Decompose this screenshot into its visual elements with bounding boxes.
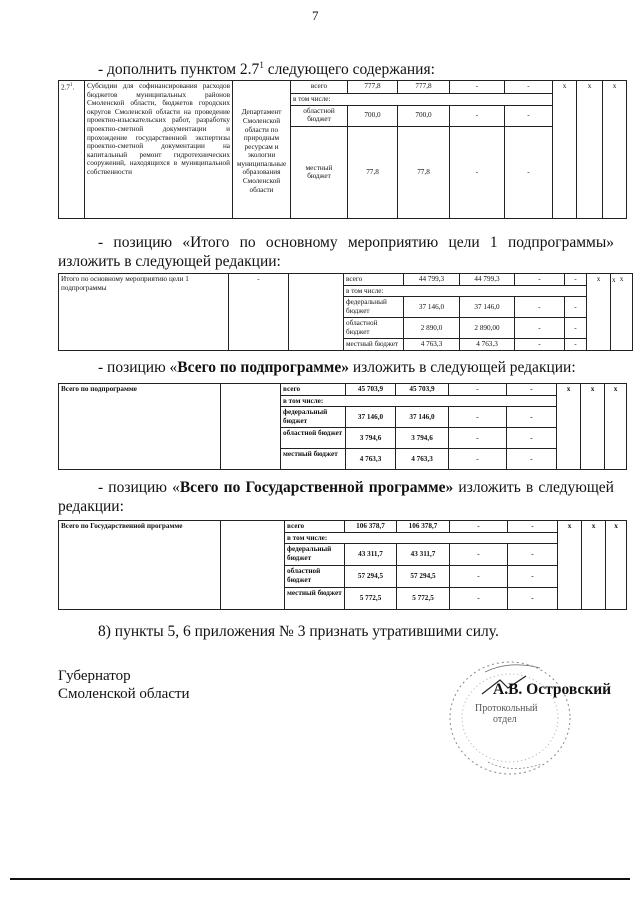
t4-value: - — [508, 588, 558, 610]
t4-value: - — [450, 544, 508, 566]
t2-name: Итого по основному мероприятию цели 1 подпрограммы — [59, 274, 229, 351]
t1-value: - — [505, 126, 553, 218]
t3-value: - — [449, 407, 507, 428]
t2-value: - — [565, 274, 587, 286]
t3-value: - — [507, 407, 557, 428]
t2-value: - — [565, 297, 587, 318]
t4-value: - — [508, 544, 558, 566]
t3-value: 3 794,6 — [396, 428, 449, 449]
t2-empty — [289, 274, 344, 351]
t2-value: 37 146,0 — [460, 297, 515, 318]
t4-value: 106 378,7 — [397, 521, 450, 533]
t3-label: областной бюджет — [281, 428, 346, 449]
p4-pre: - позицию « — [98, 479, 180, 496]
p3-bold: Всего по подпрограмме» — [177, 359, 349, 376]
t2-label: местный бюджет — [344, 339, 404, 351]
t4-value: 57 294,5 — [397, 566, 450, 588]
t3-x: x — [581, 384, 605, 470]
t3-value: 37 146,0 — [346, 407, 396, 428]
t1-value: 700,0 — [398, 105, 450, 126]
t1-value: - — [450, 81, 505, 94]
t1-label: областной бюджет — [291, 105, 348, 126]
t2-label: федеральный бюджет — [344, 297, 404, 318]
t2-value: 2 890,00 — [460, 318, 515, 339]
t4-label: в том числе: — [285, 532, 558, 544]
t3-value: 45 703,9 — [396, 384, 449, 396]
t2-label: всего — [344, 274, 404, 286]
t3-value: 4 763,3 — [396, 449, 449, 470]
t1-x: x — [577, 81, 603, 219]
t2-x: x — [611, 274, 633, 351]
t4-empty — [221, 521, 285, 610]
t3-value: - — [507, 428, 557, 449]
t4-value: - — [508, 566, 558, 588]
t3-x: x — [557, 384, 581, 470]
t2-value: - — [515, 297, 565, 318]
t2-value: 4 763,3 — [404, 339, 460, 351]
t4-label: местный бюджет — [285, 588, 345, 610]
t1-name: Субсидии для софинансирования расходов бюджетов муниципальных районов Смоленской области, бюджетов городских округов Смоленской области на проведение проектно-изыскательских работ, разработку проектно-сметной документации и прохождение государственной экспертизы проектно-сметной документации на капитальный ремонт гидротехнических сооружений, находящихся в муниципальной собственности — [85, 81, 233, 219]
t1-value: - — [505, 81, 553, 94]
t3-value: 3 794,6 — [346, 428, 396, 449]
t1-value: 777,8 — [348, 81, 398, 94]
t2-value: 44 799,3 — [404, 274, 460, 286]
t4-value: 106 378,7 — [345, 521, 397, 533]
t2-label: областной бюджет — [344, 318, 404, 339]
signatory-name: А.В. Островский — [493, 681, 612, 698]
t3-value: 45 703,9 — [346, 384, 396, 396]
table-item-2-7-1 — [58, 80, 627, 219]
t4-label: всего — [285, 521, 345, 533]
t4-name: Всего по Государственной программе — [59, 521, 221, 610]
t1-exec-dept: Департамент Смоленской области по природным ресурсам и экологии — [241, 108, 282, 160]
t4-value: 5 772,5 — [397, 588, 450, 610]
t3-value: 4 763,3 — [346, 449, 396, 470]
t4-label: федеральный бюджет — [285, 544, 345, 566]
t2-value: - — [515, 274, 565, 286]
t4-label: областной бюджет — [285, 566, 345, 588]
t3-value: - — [507, 449, 557, 470]
t1-value: 77,8 — [398, 126, 450, 218]
paragraph-total-main: - позицию «Итого по основному мероприятию цели 1 подпрограммы» изложить в следующей редакции: — [58, 234, 614, 270]
t1-num: $2.7^1$. — [59, 81, 85, 219]
p1-sup: 1 — [259, 60, 264, 70]
t1-label: всего — [291, 81, 348, 94]
t1-value: 77,8 — [348, 126, 398, 218]
t3-value: - — [449, 428, 507, 449]
paragraph-total-state-program — [58, 478, 614, 516]
t2-value: 2 890,0 — [404, 318, 460, 339]
p1-pre: - дополнить пунктом 2.7 — [98, 61, 260, 79]
title-line-1: Губернатор — [58, 668, 131, 684]
t4-value: 43 311,7 — [345, 544, 397, 566]
title-line-2: Смоленской области — [58, 686, 190, 702]
t3-label: местный бюджет — [281, 449, 346, 470]
stamp-text — [475, 703, 538, 725]
p4-post: изложить в следующей редакции: — [58, 479, 614, 515]
t2-x: x — [587, 274, 611, 351]
t1-label: в том числе: — [291, 94, 553, 106]
t4-x: x — [558, 521, 582, 610]
t1-x: x — [553, 81, 577, 219]
t4-x: x — [582, 521, 606, 610]
p4-bold: Всего по Государственной программе» — [179, 479, 454, 496]
t2-value: - — [565, 339, 587, 351]
t1-label: местный бюджет — [291, 126, 348, 218]
t4-value: 43 311,7 — [397, 544, 450, 566]
t2-dash: - — [229, 274, 289, 351]
t3-value: - — [507, 384, 557, 396]
stamp-line-1: Протокольный — [475, 703, 538, 714]
t2-value: 44 799,3 — [460, 274, 515, 286]
t3-value: - — [449, 449, 507, 470]
t1-value: - — [450, 126, 505, 218]
t4-value: - — [508, 521, 558, 533]
stamp-line-2: отдел — [493, 714, 517, 725]
t4-value: - — [450, 588, 508, 610]
t1-value: 777,8 — [398, 81, 450, 94]
t3-value: 37 146,0 — [396, 407, 449, 428]
t2-value: - — [515, 339, 565, 351]
t1-value: 700,0 — [348, 105, 398, 126]
table-total-main — [58, 273, 633, 351]
t1-exec-mun: муниципальные образования Смоленской области — [236, 159, 287, 194]
t2-value: 4 763,3 — [460, 339, 515, 351]
t2-value: - — [515, 318, 565, 339]
t1-value: - — [505, 105, 553, 126]
footer-rule — [10, 878, 630, 880]
t4-x: x — [606, 521, 627, 610]
p3-pre: - позицию « — [98, 359, 178, 376]
t1-executor — [233, 81, 291, 219]
t3-label: федеральный бюджет — [281, 407, 346, 428]
table-total-subprogram — [58, 383, 627, 470]
p1-post: следующего содержания: — [263, 61, 435, 79]
t2-label: в том числе: — [344, 285, 587, 297]
paragraph-item-8: 8) пункты 5, 6 приложения № 3 признать утратившими силу. — [98, 623, 499, 640]
t3-empty — [221, 384, 281, 470]
t2-value: 37 146,0 — [404, 297, 460, 318]
t2-x-outer: x — [612, 276, 616, 284]
paragraph-add-item — [98, 56, 435, 79]
paragraph-total-subprogram — [98, 358, 576, 377]
t4-value: 5 772,5 — [345, 588, 397, 610]
t1-value: - — [450, 105, 505, 126]
t4-value: - — [450, 566, 508, 588]
t2-value: - — [565, 318, 587, 339]
p3-post: изложить в следующей редакции: — [348, 359, 576, 376]
t3-x: x — [605, 384, 627, 470]
t4-value: 57 294,5 — [345, 566, 397, 588]
t3-label: в том числе: — [281, 395, 557, 407]
t3-label: всего — [281, 384, 346, 396]
signatory-title — [58, 667, 190, 703]
t1-x: x — [603, 81, 627, 219]
t4-value: - — [450, 521, 508, 533]
t3-name: Всего по подпрограмме — [59, 384, 221, 470]
t3-value: - — [449, 384, 507, 396]
table-total-state-program — [58, 520, 627, 610]
page-number: 7 — [312, 8, 319, 23]
